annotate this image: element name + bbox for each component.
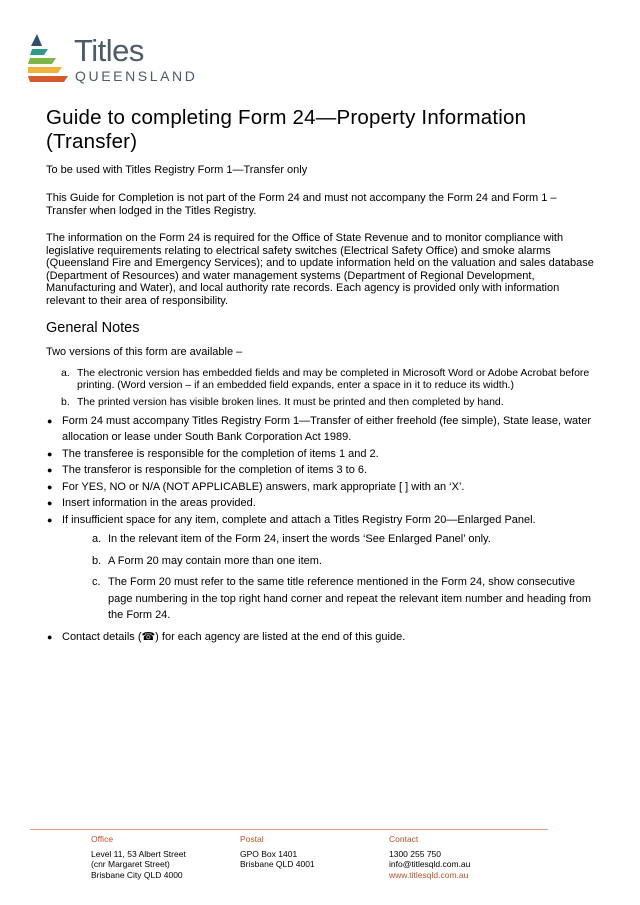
- list-item: b. A Form 20 may contain more than one item.: [92, 554, 322, 567]
- footer-office-heading: Office: [91, 834, 114, 844]
- footer-office-line: Level 11, 53 Albert Street: [91, 848, 186, 859]
- footer-office-line: (cnr Margaret Street): [91, 859, 170, 869]
- footer-postal-heading: Postal: [240, 834, 264, 844]
- footer-postal: [240, 834, 315, 870]
- list-item: ● Contact details (☎) for each agency are listed at the end of this guide.: [62, 629, 594, 646]
- information-paragraph: The information on the Form 24 is required for the Office of State Revenue and to monitor compliance with legislative requirements relating to electrical safety switches (Electrical Safety Office) and smoke alarms (Queensland Fire and Emergency Services); and to update information held on the valuation and sales database (Department of Resources) and water management systems (Department of Regional Development, Manufacturing and Water), and local authority rate records. Each agency is provided only with information relevant to their area of responsibility.: [46, 232, 594, 307]
- footer-phone: 1300 255 750: [389, 848, 441, 859]
- footer-postal-line: GPO Box 1401: [240, 848, 298, 859]
- intro-paragraph: This Guide for Completion is not part of the Form 24 and must not accompany the Form 24 and Form 1 – Transfer when lodged in the Titles Registry.: [46, 192, 557, 217]
- bullet-icon: ●: [47, 448, 53, 459]
- logo-mark-icon: [28, 30, 70, 86]
- versions-intro: Two versions of this form are available –: [46, 346, 243, 358]
- list-item: ● If insufficient space for any item, complete and attach a Titles Registry Form 20—Enlarged Panel. a. In the relevant item of the Form 24, insert the words ‘See Enlarged Panel’ only. b. A Form 20 may contain more than one item. c. The Form 20 must refer to the same title reference mentioned in the Form 24, show consecutive page numbering in the top right hand corner and repeat the relevant item number and heading from the Form 24.: [62, 512, 594, 624]
- list-item: ● Insert information in the areas provided.: [62, 495, 594, 512]
- page-title: Guide to completing Form 24—Property Information (Transfer): [46, 106, 527, 153]
- footer-postal-line: Brisbane QLD 4001: [240, 859, 315, 869]
- logo-subtitle: QUEENSLAND: [75, 68, 198, 84]
- footer-office-line: Brisbane City QLD 4000: [91, 869, 183, 880]
- versions-list: [46, 367, 594, 408]
- footer-email-link[interactable]: info@titlesqld.com.au: [389, 859, 471, 869]
- guide-content: [46, 106, 594, 645]
- list-item: ● The transferee is responsible for the completion of items 1 and 2.: [62, 446, 594, 463]
- logo-title: Titles: [74, 33, 144, 68]
- bullet-icon: ●: [47, 481, 53, 492]
- list-item: ● For YES, NO or N/A (NOT APPLICABLE) answers, mark appropriate [ ] with an ‘X’.: [62, 479, 594, 496]
- list-item: a. The electronic version has embedded fields and may be completed in Microsoft Word or Adobe Acrobat before printing. (Word version – if an embedded field expands, enter a space in it to reduce its width.): [61, 366, 590, 391]
- list-item: b. The printed version has visible broken lines. It must be printed and then completed by hand.: [61, 395, 504, 408]
- notes-list: [46, 413, 594, 646]
- list-item: a. In the relevant item of the Form 24, insert the words ‘See Enlarged Panel’ only.: [92, 533, 491, 545]
- enlarged-panel-list: [77, 531, 594, 624]
- bullet-icon: ●: [47, 631, 53, 642]
- footer-contact-heading: Contact: [389, 834, 419, 844]
- list-item: ● Form 24 must accompany Titles Registry Form 1—Transfer of either freehold (fee simple), State lease, water allocation or lease under South Bank Corporation Act 1989.: [47, 414, 592, 443]
- bullet-icon: ●: [47, 415, 53, 426]
- list-item: ● The transferor is responsible for the completion of items 3 to 6.: [62, 462, 594, 479]
- footer-office: [91, 834, 186, 880]
- bullet-icon: ●: [47, 514, 53, 525]
- footer-divider: [30, 829, 548, 830]
- page-subtitle: To be used with Titles Registry Form 1—Transfer only: [46, 164, 308, 176]
- list-item: c. The Form 20 must refer to the same title reference mentioned in the Form 24, show consecutive page numbering in the top right hand corner and repeat the relevant item number and heading from the Form 24.: [92, 576, 592, 621]
- titles-queensland-logo: [28, 30, 208, 86]
- general-notes-heading: General Notes: [46, 320, 140, 336]
- bullet-icon: ●: [47, 498, 53, 508]
- footer-contact: [389, 834, 470, 880]
- bullet-icon: ●: [47, 465, 53, 475]
- footer-website-link[interactable]: www.titlesqld.com.au: [389, 869, 469, 880]
